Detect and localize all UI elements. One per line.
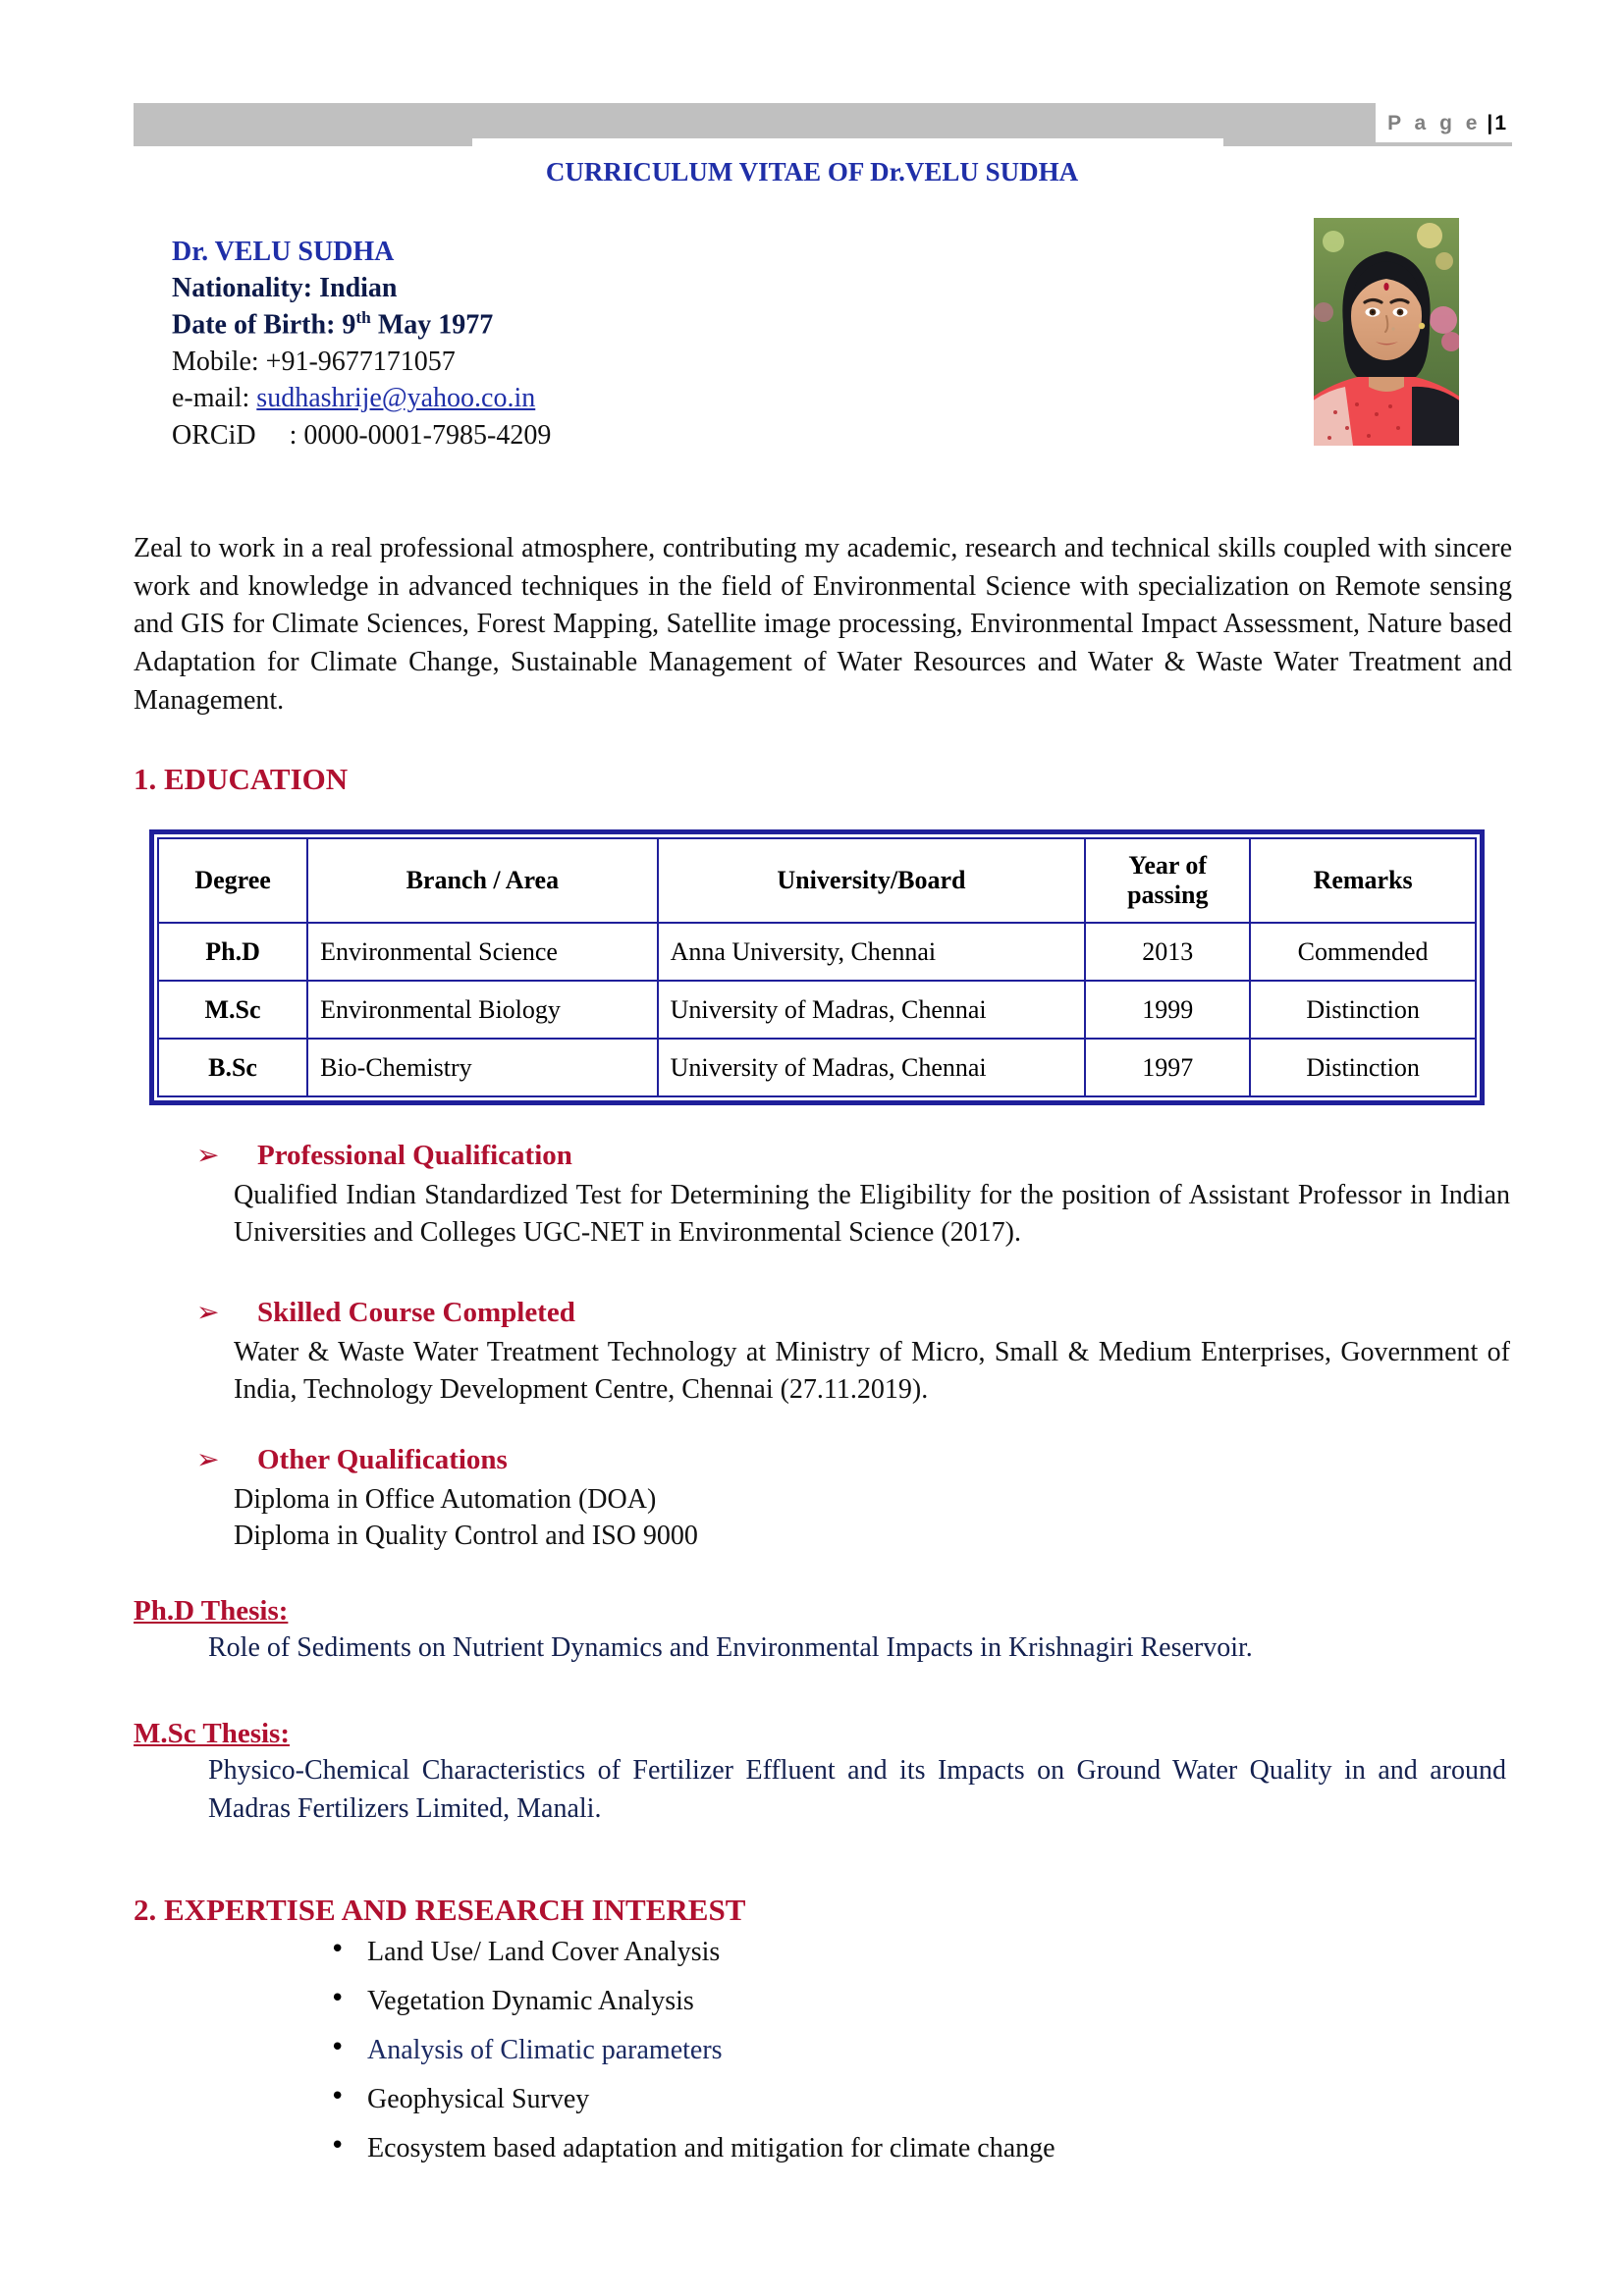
list-item: • Vegetation Dynamic Analysis <box>324 1988 1404 2015</box>
skilled-course-group <box>196 1296 1512 1410</box>
other-qualifications-body <box>234 1481 1510 1555</box>
education-table <box>157 837 1477 1097</box>
email-label: e-mail: <box>172 383 250 414</box>
table-row <box>158 1039 1476 1096</box>
candidate-photo <box>1314 218 1459 446</box>
cell-branch: Bio-Chemistry <box>307 1039 657 1096</box>
list-item: • Ecosystem based adaptation and mitigation for climate change <box>324 2135 1404 2163</box>
cell-branch: Environmental Science <box>307 923 657 981</box>
dob-label: Date of Birth: <box>172 309 336 341</box>
skilled-course-heading-row <box>196 1296 1512 1330</box>
msc-thesis-text: Physico-Chemical Characteristics of Fertilizer Effluent and its Impacts on Ground Water Quality in and around Madras Fertilizers Limited, Manali. <box>208 1755 1506 1824</box>
col-header-branch: Branch / Area <box>307 838 657 923</box>
other-qualifications-title: Other Qualifications <box>257 1444 508 1475</box>
table-header-row <box>158 838 1476 923</box>
orcid-line <box>172 417 859 454</box>
nationality-label: Nationality: <box>172 273 313 304</box>
cell-university: Anna University, Chennai <box>658 923 1086 981</box>
nationality-line <box>172 270 859 306</box>
other-qualification-line: Diploma in Quality Control and ISO 9000 <box>234 1521 698 1552</box>
table-row <box>158 981 1476 1039</box>
cell-degree: Ph.D <box>158 923 307 981</box>
mobile-value: +91-9677171057 <box>265 347 456 378</box>
phd-thesis-label: Ph.D Thesis: <box>134 1595 289 1627</box>
msc-thesis-block <box>134 1718 1512 1828</box>
date-of-birth-line <box>172 306 859 344</box>
cell-branch: Environmental Biology <box>307 981 657 1039</box>
cell-remarks: Commended <box>1250 923 1476 981</box>
arrow-bullet-icon: ➢ <box>196 1296 220 1328</box>
col-header-university: University/Board <box>658 838 1086 923</box>
page-number-value: 1 <box>1494 111 1506 134</box>
personal-details-block <box>172 234 859 454</box>
photo-illustration <box>1314 218 1459 446</box>
other-qualifications-heading-row <box>196 1443 1512 1477</box>
phd-thesis-text: Role of Sediments on Nutrient Dynamics and Environmental Impacts in Krishnagiri Reservoir. <box>208 1632 1253 1663</box>
professional-qualification-heading-row <box>196 1139 1512 1173</box>
list-item: • Land Use/ Land Cover Analysis <box>324 1939 1404 1966</box>
professional-qualification-title: Professional Qualification <box>257 1140 572 1171</box>
mobile-line <box>172 344 859 380</box>
page-separator: | <box>1487 111 1493 134</box>
col-header-remarks: Remarks <box>1250 838 1476 923</box>
other-qualification-line: Diploma in Office Automation (DOA) <box>234 1483 657 1515</box>
email-line <box>172 380 859 416</box>
page-number-indicator <box>1376 103 1512 142</box>
cell-university: University of Madras, Chennai <box>658 981 1086 1039</box>
skilled-course-title: Skilled Course Completed <box>257 1297 575 1328</box>
other-qualifications-group <box>196 1443 1512 1555</box>
arrow-bullet-icon: ➢ <box>196 1139 220 1171</box>
col-header-year-line1: Year of <box>1128 851 1208 880</box>
dob-ordinal-suffix: th <box>355 308 371 328</box>
expertise-list <box>324 1939 1404 2184</box>
header-band-notch <box>472 138 1223 147</box>
cell-year: 1997 <box>1085 1039 1250 1096</box>
cell-degree: M.Sc <box>158 981 307 1039</box>
objective-paragraph: Zeal to work in a real professional atmosphere, contributing my academic, research and technical skills coupled with sincere work and knowledge in advanced techniques in the field of Environmental Science with specialization on Remote sensing and GIS for Climate Sciences, Forest Mapping, Satellite image processing, Environmental Impact Assessment, Nature based Adaptation for Climate Change, Sustainable Management of Water Resources and Water & Waste Water Treatment and Management. <box>134 533 1512 716</box>
cell-university: University of Madras, Chennai <box>658 1039 1086 1096</box>
orcid-value: 0000-0001-7985-4209 <box>303 419 552 451</box>
section-heading-expertise: 2. EXPERTISE AND RESEARCH INTEREST <box>134 1893 746 1927</box>
professional-qualification-body: Qualified Indian Standardized Test for Determining the Eligibility for the position of Assistant Professor in Indian Universities and Colleges UGC-NET in Environmental Science (2017). <box>234 1179 1510 1249</box>
arrow-bullet-icon: ➢ <box>196 1443 220 1475</box>
list-item: • Geophysical Survey <box>324 2086 1404 2113</box>
document-title: CURRICULUM VITAE OF Dr.VELU SUDHA <box>545 157 1079 187</box>
cell-year: 2013 <box>1085 923 1250 981</box>
orcid-label: ORCiD <box>172 419 256 451</box>
cell-remarks: Distinction <box>1250 1039 1476 1096</box>
candidate-name: Dr. VELU SUDHA <box>172 237 395 267</box>
section-heading-education: 1. EDUCATION <box>134 762 349 796</box>
phd-thesis-block <box>134 1595 1512 1668</box>
education-table-container <box>149 829 1485 1105</box>
msc-thesis-label: M.Sc Thesis: <box>134 1718 290 1749</box>
cell-degree: B.Sc <box>158 1039 307 1096</box>
col-header-degree: Degree <box>158 838 307 923</box>
page-label: P a g e <box>1387 111 1482 134</box>
dob-day: 9 <box>342 309 356 341</box>
skilled-course-body: Water & Waste Water Treatment Technology at Ministry of Micro, Small & Medium Enterprises, Government of India, Technology Development Centre, Chennai (27.11.2019). <box>234 1336 1510 1406</box>
list-item: • Analysis of Climatic parameters <box>324 2037 1404 2064</box>
mobile-label: Mobile: <box>172 347 259 378</box>
cell-year: 1999 <box>1085 981 1250 1039</box>
table-row <box>158 923 1476 981</box>
cell-remarks: Distinction <box>1250 981 1476 1039</box>
dob-month-year: May 1977 <box>377 309 494 341</box>
nationality-value: Indian <box>319 273 398 304</box>
col-header-year-line2: passing <box>1127 881 1209 909</box>
professional-qualification-group <box>196 1139 1512 1253</box>
page-header-band <box>134 103 1512 146</box>
email-link[interactable]: sudhashrije@yahoo.co.in <box>256 383 536 414</box>
orcid-colon: : <box>289 419 298 451</box>
col-header-year <box>1085 838 1250 923</box>
